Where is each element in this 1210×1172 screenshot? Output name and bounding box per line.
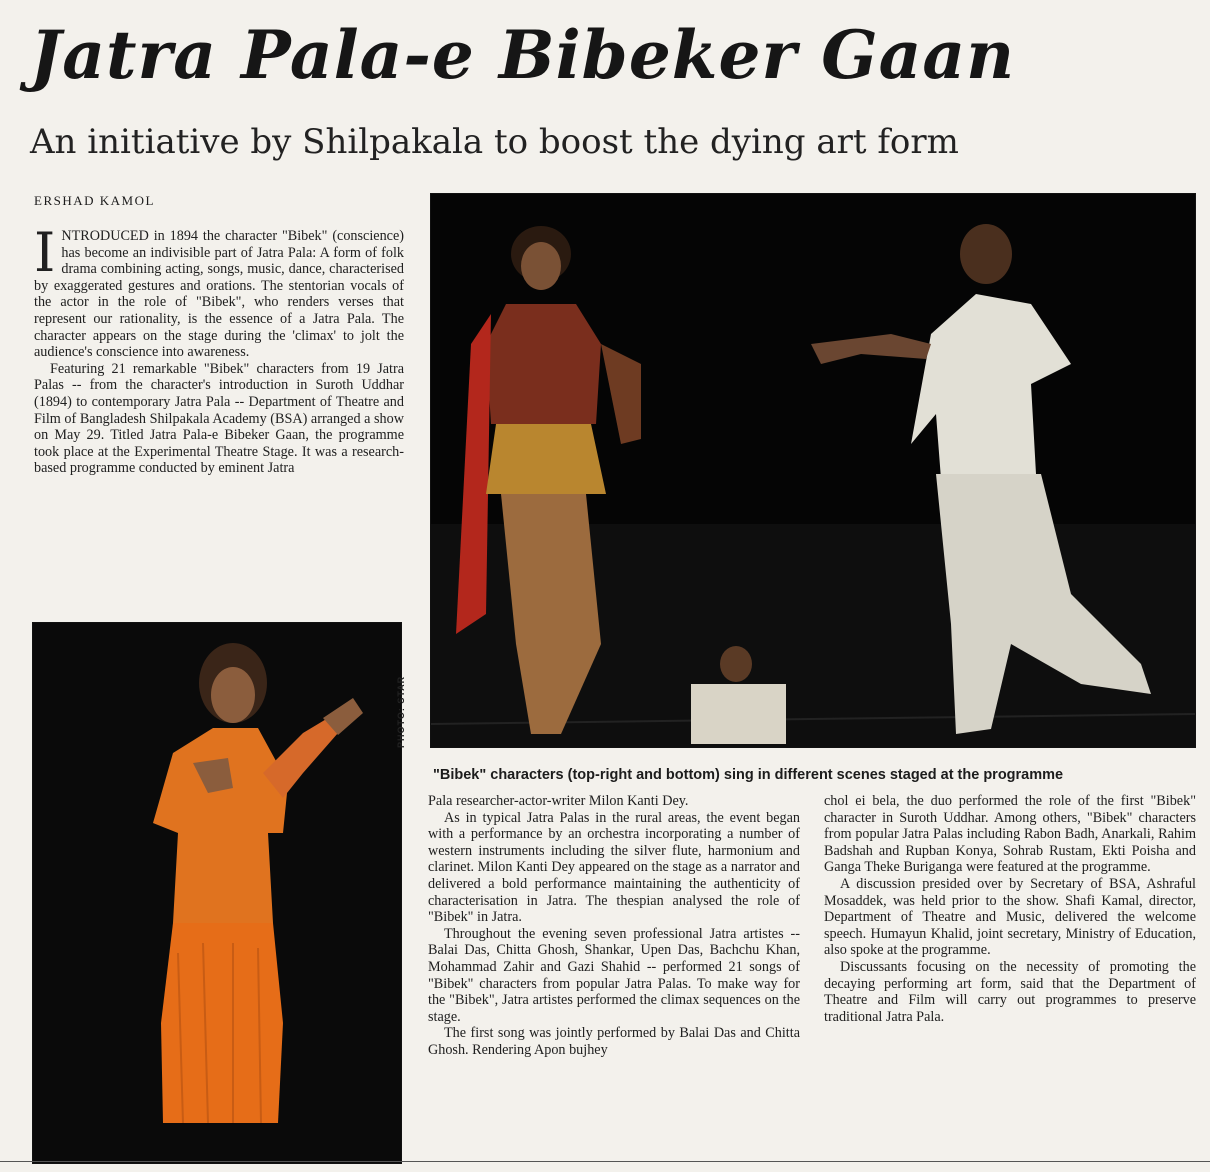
article-paragraph: Throughout the evening seven professional Jatra artistes -- Balai Das, Chitta Ghosh, Shankar, Upen Das, Bachchu Khan, Mohammad Zahir and Gazi Shahid -- performed 21 songs of "Bibek" characters from popular Jatra Palas. To make way for the "Bibek", Jatra artistes performed the climax sequences on the stage. [428,925,800,1025]
article-paragraph: The first song was jointly performed by Balai Das and Chitta Ghosh. Rendering Apon bujhey [428,1025,800,1058]
article-paragraph: A discussion presided over by Secretary of BSA, Ashraful Mosaddek, was held prior to the show. Shafi Kamal, director, Department of Theatre and Music, delivered the welcome speech. Humayun Khalid, joint secretary, Ministry of Education, also spoke at the programme. [824,875,1196,959]
article-column-1 [34,221,404,600]
photo-caption: "Bibek" characters (top-right and bottom) sing in different scenes staged at the programme [433,767,1064,783]
article-paragraph: INTRODUCED in 1894 the character "Bibek" (conscience) has become an indivisible part of Jatra Pala: A form of folk drama combining acting, songs, music, dance, characterised by exaggerated gestures and orations. The stentorian vocals of the actor in the role of "Bibek", who renders verses that represent our rationality, is the essence of a Jatra Pala. The character appears on the stage during the 'climax' to jolt the audience's conscience into awareness. [34,221,404,361]
stage-photo-top [430,193,1196,748]
article-column-3 [824,793,1196,1159]
bottom-rule [0,1161,1210,1162]
article-headline: Jatra Pala-e Bibeker Gaan [30,16,1016,94]
article-paragraph: Discussants focusing on the necessity of promoting the decaying performing art form, said that the Department of Theatre and Film will carry out programmes to preserve traditional Jatra Pala. [824,958,1196,1025]
drop-cap: I [34,221,56,284]
stage-scene-illustration [431,194,1195,747]
stage-photo-bottom [32,622,402,1164]
article-paragraph: Pala researcher-actor-writer Milon Kanti Dey. [428,793,689,809]
bibek-performer-illustration [33,623,401,1163]
article-paragraph: As in typical Jatra Palas in the rural areas, the event began with a performance by an orchestra incorporating a number of western instruments including the silver flute, harmonium and clarinet. Milon Kanti Dey appeared on the stage as a narrator and delivered a bold performance maintaining the authenticity of characterisation in Jatra. The thespian analysed the role of "Bibek" in Jatra. [428,809,800,926]
article-column-2 [428,793,800,1159]
article-paragraph: Featuring 21 remarkable "Bibek" characters from 19 Jatra Palas -- from the character's introduction in Suroth Uddhar (1894) to contemporary Jatra Pala -- Department of Theatre and Film of Bangladesh Shilpakala Academy (BSA) arranged a show on May 29. Titled Jatra Pala-e Bibeker Gaan, the programme took place at the Experimental Theatre Stage. It was a research-based programme conducted by eminent Jatra [34,360,404,477]
article-byline: ERSHAD KAMOL [34,193,155,208]
photo-credit: PHOTO: STAR [396,675,406,748]
article-paragraph: chol ei bela, the duo performed the role of the first "Bibek" character in Suroth Uddhar. Among others, "Bibek" characters from popular Jatra Palas including Rabon Badh, Anarkali, Rahim Badshah and Rupban Konya, Sohrab Rustam, Ekti Poisha and Ganga Theke Buriganga were featured at the programme. [824,793,1196,876]
article-subheadline: An initiative by Shilpakala to boost the dying art form [30,122,959,162]
